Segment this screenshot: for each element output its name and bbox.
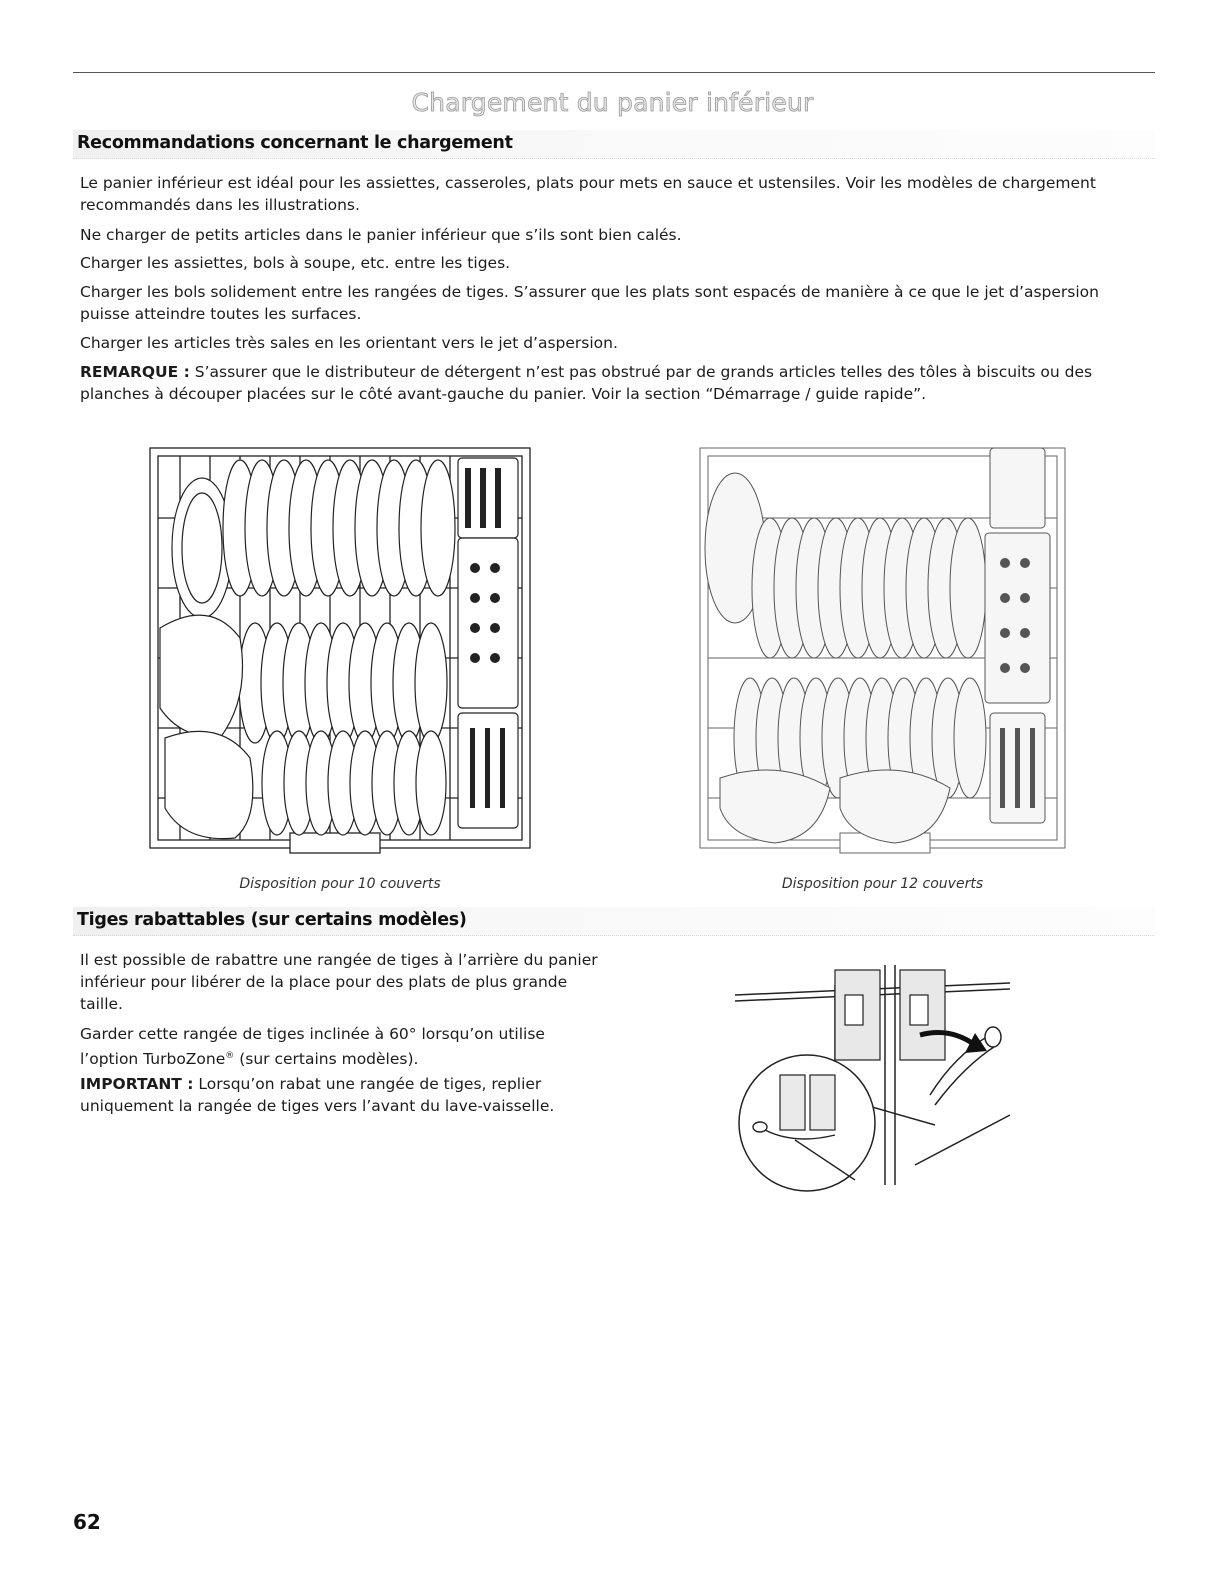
section-heading-loading-recommendations: Recommandations concernant le chargement <box>77 133 513 153</box>
rack-10-place-illustration <box>140 438 540 863</box>
registered-mark: ® <box>225 1051 235 1061</box>
page-number: 62 <box>73 1510 101 1534</box>
paragraph-turbozone <box>80 1023 600 1070</box>
paragraph-bowls-spacing: Charger les bols solidement entre les rangées de tiges. S’assurer que les plats sont espacés de manière à ce que le jet d’aspersion puisse atteindre toutes les surfaces. <box>80 283 1099 323</box>
paragraph-plates-between-tines: Charger les assiettes, bols à soupe, etc. entre les tiges. <box>80 254 511 272</box>
paragraph-soiled-items: Charger les articles très sales en les orientant vers le jet d’aspersion. <box>80 334 618 352</box>
important-text: Lorsqu’on rabat une rangée de tiges, replier uniquement la rangée de tiges vers l’avant du lave-vaisselle. <box>80 1075 555 1115</box>
paragraph-fold-tines: Il est possible de rabattre une rangée de tiges à l’arrière du panier inférieur pour libérer de la place pour des plats de plus grande taille. <box>80 951 598 1013</box>
paragraph-lower-rack-ideal: Le panier inférieur est idéal pour les assiettes, casseroles, plats pour mets en sauce et ustensiles. Voir les modèles de chargement recommandés dans les illustrations. <box>80 174 1096 214</box>
section-header-band <box>73 130 1155 159</box>
note-text: S’assurer que le distributeur de détergent n’est pas obstrué par de grands articles telles des tôles à biscuits ou des planches à découper placées sur le côté avant-gauche du panier. Voir la section “Démarrage / guide rapide”. <box>80 363 1093 403</box>
turbozone-text-after: (sur certains modèles). <box>234 1050 419 1069</box>
section-heading-folding-tines: Tiges rabattables (sur certains modèles) <box>77 910 467 930</box>
important-label: IMPORTANT : <box>80 1075 194 1093</box>
caption-10-place-settings: Disposition pour 10 couverts <box>239 876 441 892</box>
paragraph-important <box>80 1073 600 1117</box>
turbozone-text-before: Garder cette rangée de tiges inclinée à 60° lorsqu’on utilise l’option TurboZone <box>80 1025 545 1069</box>
rack-12-place-illustration <box>690 438 1075 863</box>
caption-12-place-settings: Disposition pour 12 couverts <box>781 876 984 892</box>
paragraph-note <box>80 361 1140 405</box>
section-header-band <box>73 907 1155 936</box>
folding-tines-illustration <box>735 955 1020 1200</box>
page-title: Chargement du panier inférieur <box>411 88 814 117</box>
paragraph-small-items: Ne charger de petits articles dans le panier inférieur que s’ils sont bien calés. <box>80 226 682 244</box>
top-rule <box>73 72 1155 73</box>
note-label: REMARQUE : <box>80 363 190 381</box>
